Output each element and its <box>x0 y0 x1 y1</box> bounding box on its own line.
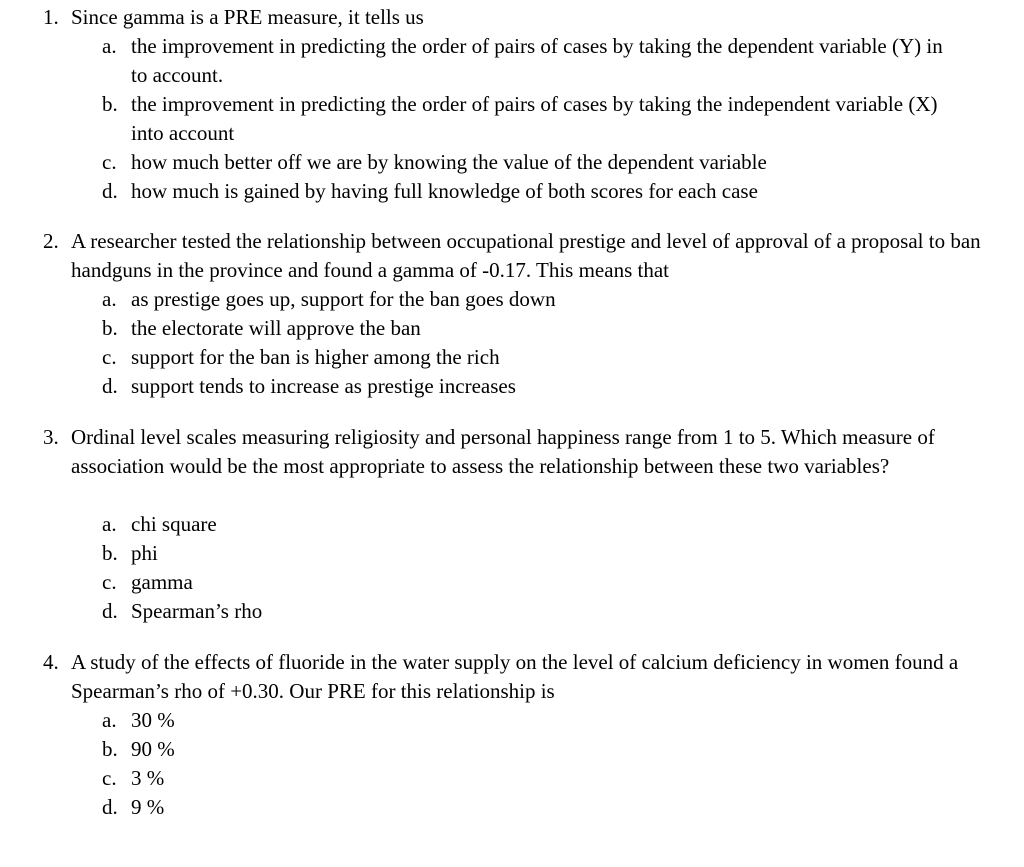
option-text: support tends to increase as prestige increases <box>131 374 516 398</box>
option-text: 90 % <box>131 737 175 761</box>
option-a <box>0 32 1024 90</box>
option-b <box>0 90 1024 148</box>
option-text: 3 % <box>131 766 165 790</box>
option-c <box>0 568 1024 597</box>
option-text: how much better off we are by knowing the value of the dependent variable <box>131 150 767 174</box>
option-letter: b. <box>102 541 118 565</box>
option-letter: a. <box>102 34 117 58</box>
question-number: 1. <box>43 5 59 29</box>
option-d <box>0 177 1024 206</box>
option-text: 30 % <box>131 708 175 732</box>
option-text: phi <box>131 541 158 565</box>
option-letter: c. <box>102 150 117 174</box>
option-text: how much is gained by having full knowledge of both scores for each case <box>131 179 758 203</box>
option-c <box>0 764 1024 793</box>
option-a <box>0 706 1024 735</box>
question-text: A study of the effects of fluoride in the water supply on the level of calcium deficiency in women found a Spearman’s rho of +0.30. Our PRE for this relationship is <box>71 650 959 703</box>
question-text: A researcher tested the relationship between occupational prestige and level of approval of a proposal to ban handguns in the province and found a gamma of -0.17. This means that <box>71 229 981 282</box>
option-letter: b. <box>102 316 118 340</box>
option-list <box>0 285 1024 401</box>
option-text: chi square <box>131 512 217 536</box>
option-letter: a. <box>102 287 117 311</box>
option-text: support for the ban is higher among the rich <box>131 345 500 369</box>
option-letter: d. <box>102 179 118 203</box>
question-text: Since gamma is a PRE measure, it tells us <box>71 5 424 29</box>
option-letter: a. <box>102 512 117 536</box>
option-text: the improvement in predicting the order of pairs of cases by taking the independent variable (X) into account <box>131 92 938 145</box>
option-d <box>0 793 1024 822</box>
question-text: Ordinal level scales measuring religiosity and personal happiness range from 1 to 5. Which measure of association would be the most appropriate to assess the relationship between these two variables? <box>71 425 935 478</box>
option-b <box>0 314 1024 343</box>
option-a <box>0 510 1024 539</box>
option-b <box>0 735 1024 764</box>
option-letter: b. <box>102 737 118 761</box>
option-text: the improvement in predicting the order of pairs of cases by taking the dependent variable (Y) in to account. <box>131 34 943 87</box>
option-d <box>0 372 1024 401</box>
option-letter: c. <box>102 570 117 594</box>
option-list <box>0 706 1024 822</box>
option-text: 9 % <box>131 795 165 819</box>
option-list <box>0 32 1024 206</box>
option-b <box>0 539 1024 568</box>
question-number: 4. <box>43 650 59 674</box>
option-d <box>0 597 1024 626</box>
option-c <box>0 148 1024 177</box>
option-letter: a. <box>102 708 117 732</box>
option-letter: c. <box>102 345 117 369</box>
option-list <box>0 510 1024 626</box>
option-c <box>0 343 1024 372</box>
option-text: as prestige goes up, support for the ban goes down <box>131 287 556 311</box>
option-letter: d. <box>102 374 118 398</box>
option-a <box>0 285 1024 314</box>
option-text: Spearman’s rho <box>131 599 263 623</box>
question-number: 3. <box>43 425 59 449</box>
option-text: gamma <box>131 570 193 594</box>
question-number: 2. <box>43 229 59 253</box>
option-letter: d. <box>102 599 118 623</box>
option-letter: b. <box>102 92 118 116</box>
option-letter: c. <box>102 766 117 790</box>
option-letter: d. <box>102 795 118 819</box>
option-text: the electorate will approve the ban <box>131 316 421 340</box>
